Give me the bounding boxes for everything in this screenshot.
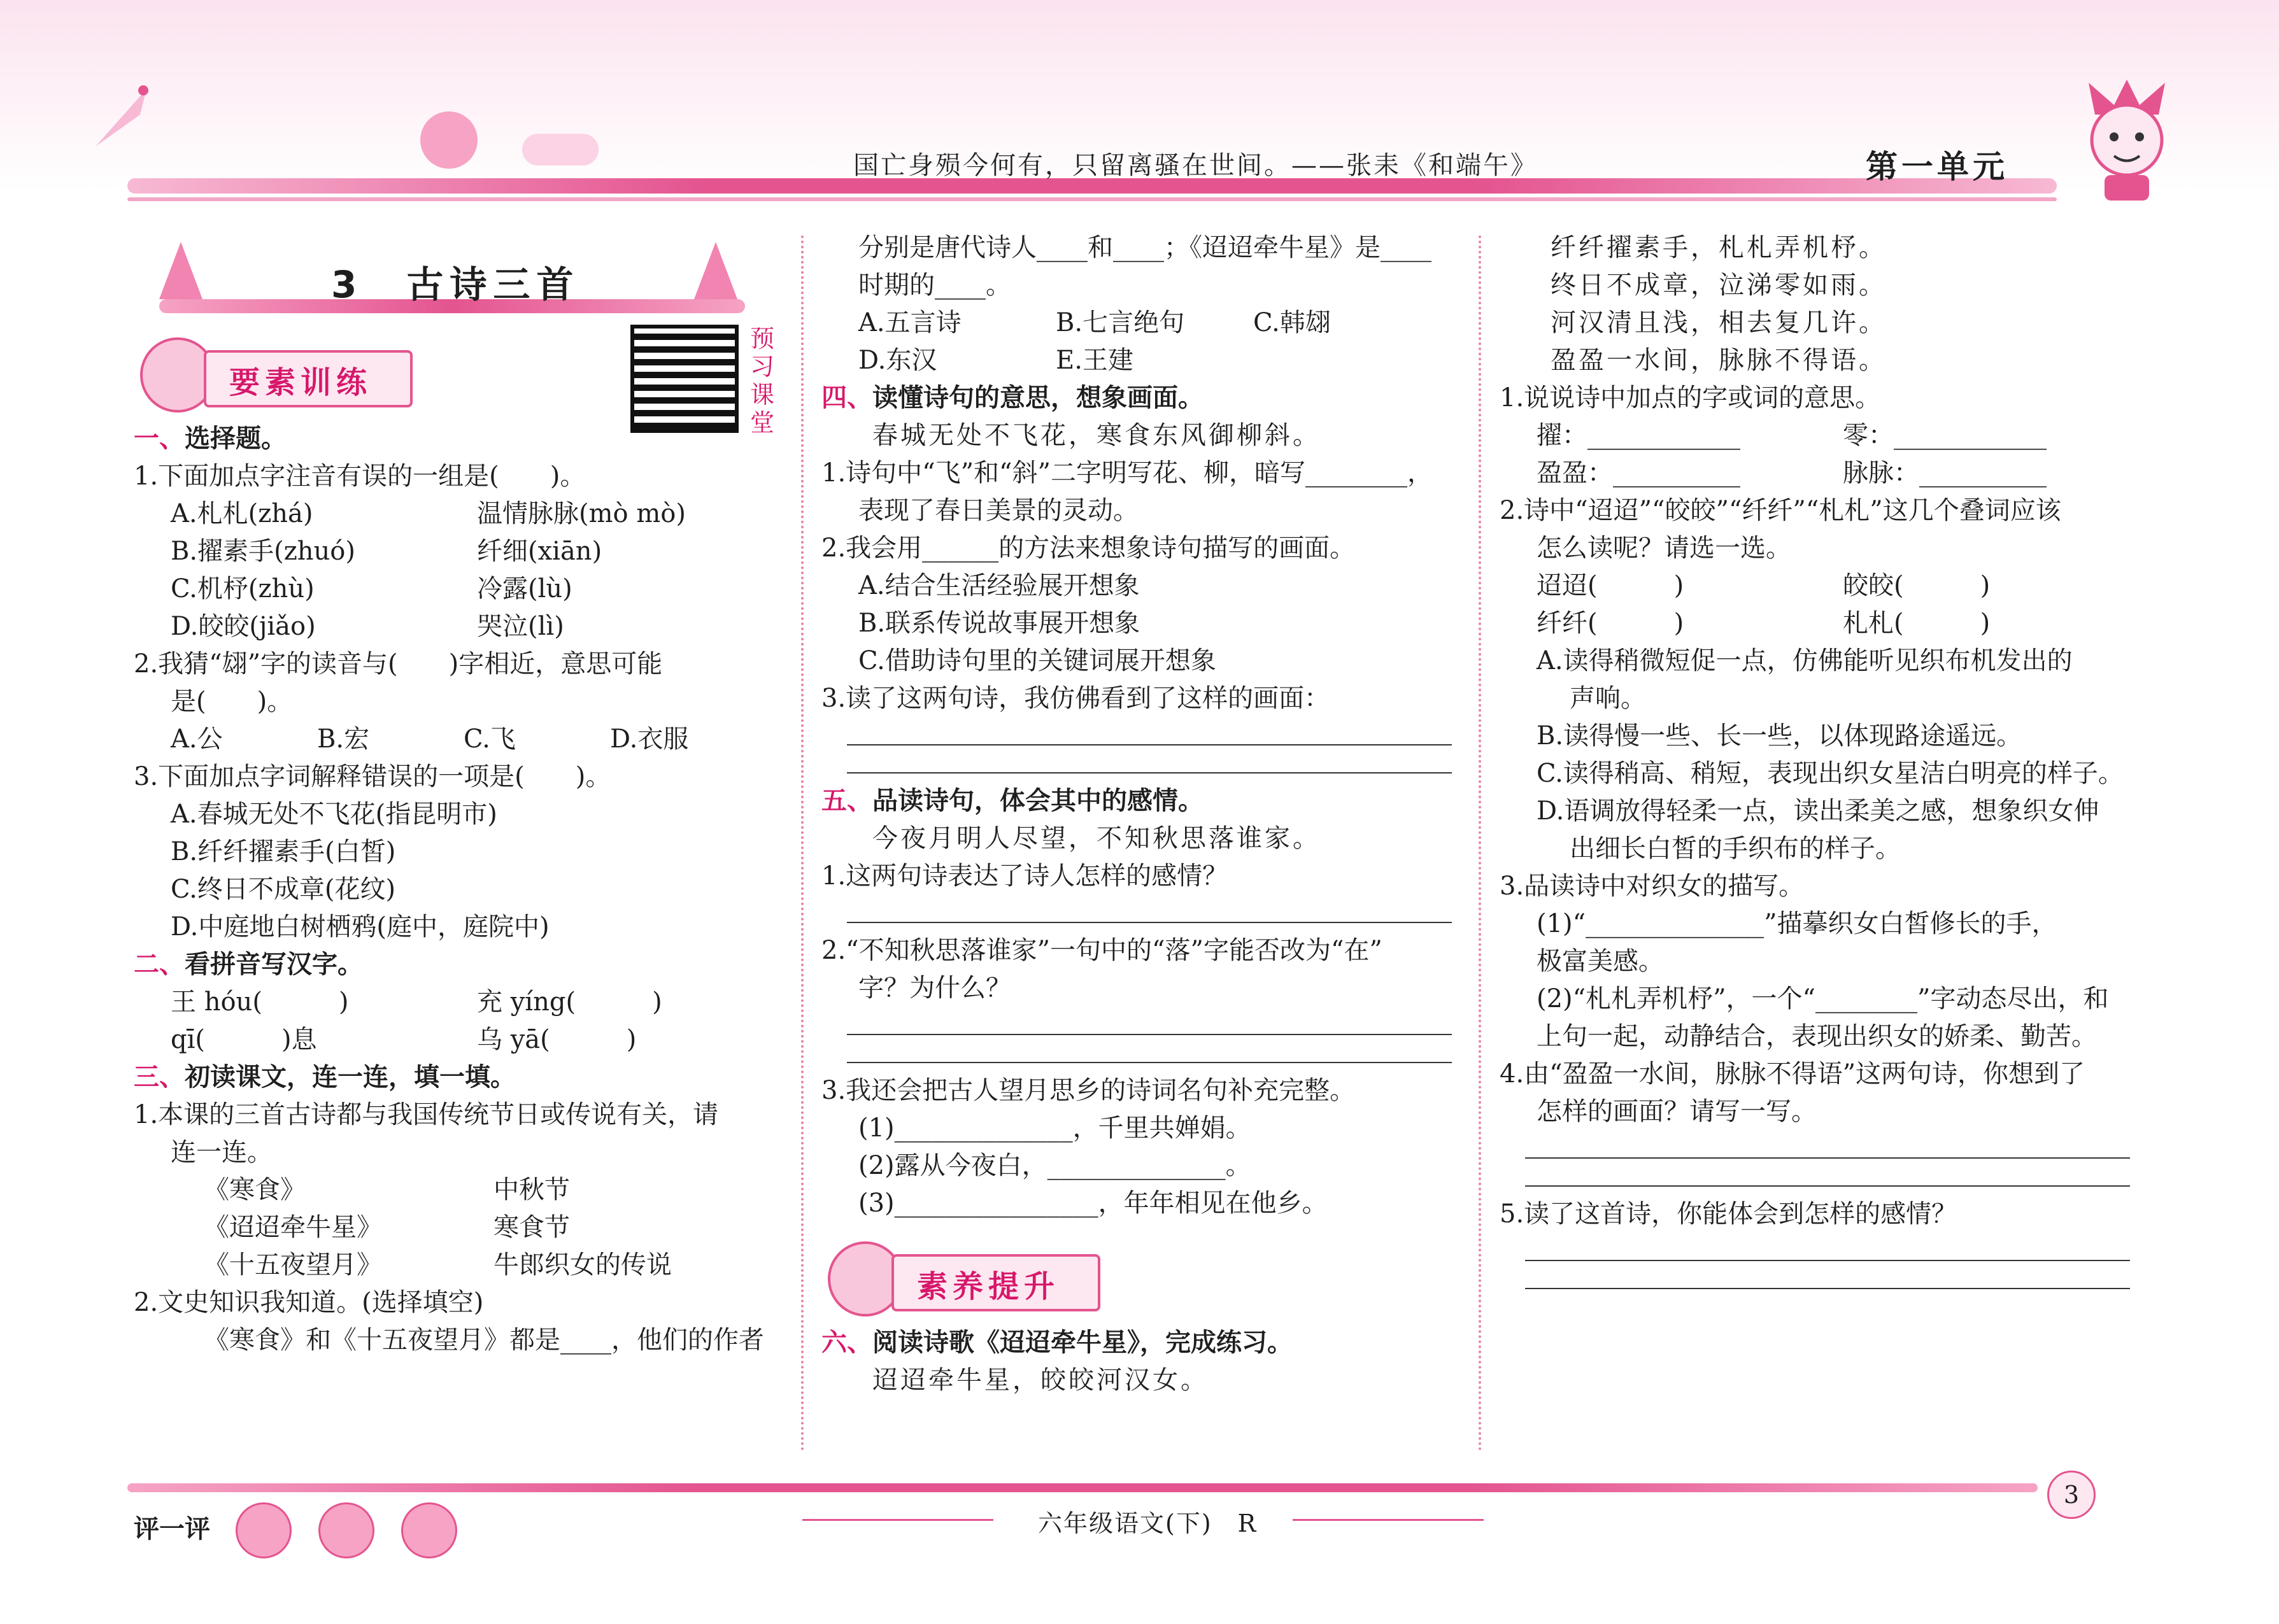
option-cell: 温情脉脉(mò mò) [477, 499, 686, 528]
smile-face-icon[interactable] [401, 1502, 457, 1558]
section-heading: 二、看拼音写汉字。 [134, 950, 363, 979]
question-line: A.春城无处不飞花(指昆明市) [171, 800, 497, 829]
cloud-decoration [522, 134, 599, 166]
question-line: B.读得慢一些、长一些，以体现路途遥远。 [1537, 721, 2022, 751]
question-line: 5.读了这首诗，你能体会到怎样的感情？ [1500, 1199, 1957, 1229]
option-cell: 迢迢( ) [1537, 571, 1684, 600]
question-line: B.联系传说故事展开想象 [858, 609, 1140, 638]
question-line: 字？为什么？ [858, 973, 1011, 1003]
spacer [821, 1063, 1471, 1072]
option-cell: 牛郎织女的传说 [493, 1250, 672, 1280]
answer-line[interactable] [1525, 1157, 2130, 1159]
option-row [1500, 605, 2149, 642]
option-cell: E.王建 [1056, 346, 1133, 375]
poem-line: 河汉清且浅，相去复几许。 [1551, 308, 1887, 337]
rate-label: 评一评 [134, 1515, 210, 1544]
option-cell: D.皎皎(jiǎo) [171, 612, 316, 641]
question-line: 2.我猜“翃”字的读音与( )字相近，意思可能 [134, 649, 663, 679]
option-row [134, 495, 783, 533]
answer-line[interactable] [1525, 1260, 2130, 1261]
question-line: 2.诗中“迢迢”“皎皎”“纤纤”“札札”这几个叠词应该 [1500, 496, 2061, 525]
option-cell: 《十五夜望月》 [204, 1250, 382, 1280]
section-number: 三、 [134, 1063, 185, 1092]
option-row [1500, 455, 2149, 492]
question-line: C.读得稍高、稍短，表现出织女星洁白明亮的样子。 [1537, 759, 2124, 788]
question-line: (2)“札札弄机杼”，一个“________”字动态尽出，和 [1537, 984, 2109, 1013]
option-row [134, 533, 783, 570]
option-row [134, 608, 783, 646]
option-cell: 札札( ) [1843, 609, 1991, 638]
option-row [821, 342, 1471, 379]
footer-line-left [802, 1519, 993, 1521]
column-1 [134, 229, 783, 1359]
section-number: 二、 [134, 950, 185, 979]
option-cell: A.札札(zhá) [171, 499, 313, 528]
question-line: 怎么读呢？请选一选。 [1537, 533, 1791, 563]
qr-code-icon[interactable] [630, 325, 739, 433]
improve-label: 素养提升 [917, 1269, 1060, 1304]
lesson-number: 3 [331, 263, 364, 306]
option-cell: 脉脉：__________ [1843, 458, 2047, 488]
section-heading: 六、阅读诗歌《迢迢牵牛星》，完成练习。 [821, 1328, 1293, 1357]
option-cell: qī( )息 [171, 1025, 317, 1054]
spacer [821, 923, 1471, 932]
spacer [1500, 1289, 2149, 1298]
question-line: (2)露从今夜白，______________。 [858, 1151, 1251, 1180]
option-cell: B.擢素手(zhuó) [171, 537, 355, 566]
essentials-label: 要素训练 [229, 365, 373, 400]
option-row [134, 1021, 783, 1059]
option-cell: 王 hóu( ) [171, 987, 349, 1017]
question-line: 上句一起，动静结合，表现出织女的娇柔、勤苦。 [1537, 1022, 2097, 1051]
question-line: 1.说说诗中加点的字或词的意思。 [1500, 383, 1881, 413]
option-row [134, 1171, 783, 1209]
question-line: A.读得稍微短促一点，仿佛能听见织布机发出的 [1537, 646, 2073, 675]
poem-line: 纤纤擢素手，札札弄机杼。 [1551, 233, 1887, 262]
unit-title: 第一单元 [1866, 148, 2008, 185]
question-line: 4.由“盈盈一水间，脉脉不得语”这两句诗，你想到了 [1500, 1059, 2085, 1089]
question-line: (3)________________，年年相见在他乡。 [858, 1189, 1328, 1218]
option-cell: D.衣服 [610, 724, 689, 754]
option-row [821, 304, 1471, 342]
option-cell: 冷露(lù) [477, 574, 572, 604]
answer-line[interactable] [847, 1034, 1452, 1035]
option-cell: C.机杼(zhù) [171, 574, 315, 604]
column-2-content [821, 229, 1471, 1222]
option-cell: 寒食节 [493, 1213, 570, 1242]
section-heading: 四、读懂诗句的意思，想象画面。 [821, 383, 1203, 413]
question-line: 3.品读诗中对织女的描写。 [1500, 872, 1805, 901]
question-line: 1.这两句诗表达了诗人怎样的感情？ [821, 861, 1228, 891]
column-3 [1500, 229, 2149, 1298]
option-row [1500, 567, 2149, 605]
option-row [134, 570, 783, 608]
footer-bar [127, 1483, 2038, 1492]
tree-icon [694, 242, 737, 299]
question-line: 2.“不知秋思落谁家”一句中的“落”字能否改为“在” [821, 936, 1382, 965]
option-cell: 乌 yā( ) [477, 1025, 637, 1054]
option-cell: B.七言绝句 [1056, 308, 1185, 337]
question-line: (1)“______________”描摹织女白皙修长的手， [1537, 909, 2057, 938]
option-cell: C.韩翃 [1253, 308, 1331, 337]
question-line: 怎样的画面？请写一写。 [1537, 1097, 1817, 1126]
option-cell: 哭泣(lì) [477, 612, 564, 641]
moon-face-icon[interactable] [236, 1502, 292, 1558]
half-face-icon[interactable] [318, 1502, 374, 1558]
section-number: 六、 [821, 1328, 872, 1357]
qr-label: 预习课堂 [750, 325, 775, 437]
question-line: 1.本课的三首古诗都与我国传统节日或传说有关，请 [134, 1100, 719, 1129]
question-line: D.语调放得轻柔一点，读出柔美之感，想象织女伸 [1537, 796, 2099, 826]
lesson-name: 古诗三首 [406, 263, 580, 306]
grade-label: 六年级语文(下) R [1038, 1509, 1258, 1537]
section-heading: 一、选择题。 [134, 424, 287, 453]
question-line: 连一连。 [171, 1138, 273, 1167]
column-divider-2 [1479, 236, 1481, 1451]
question-line: 《寒食》和《十五夜望月》都是____，他们的作者 [204, 1325, 764, 1355]
question-line: 1.下面加点字注音有误的一组是( )。 [134, 462, 586, 491]
question-line: 分别是唐代诗人____和____；《迢迢牵牛星》是____ [858, 233, 1431, 262]
question-line: 出细长白皙的手织布的样子。 [1570, 834, 1901, 863]
option-cell: 充 yíng( ) [477, 987, 662, 1017]
column-3-content [1500, 229, 2149, 1298]
footer-line-right [1293, 1519, 1484, 1521]
mascot-corner [2070, 76, 2184, 204]
question-line: D.中庭地白树栖鸦(庭中，庭院中) [171, 912, 550, 942]
option-cell: 中秋节 [493, 1175, 570, 1204]
poem-line: 盈盈一水间，脉脉不得语。 [1551, 346, 1887, 375]
option-cell: 纤纤( ) [1537, 609, 1684, 638]
rocket-decoration [83, 76, 159, 153]
header-quote: 国亡身殒今何有，只留离骚在世间。——张耒《和端午》 [853, 151, 1538, 180]
option-cell: 盈盈：__________ [1537, 458, 1740, 488]
option-row [134, 1209, 783, 1246]
option-row [134, 984, 783, 1021]
question-line: 时期的____。 [858, 271, 1011, 300]
option-cell: C.飞 [464, 724, 516, 754]
question-line: 极富美感。 [1537, 947, 1664, 976]
question-line: 3.下面加点字词解释错误的一项是( )。 [134, 762, 611, 791]
spacer [821, 773, 1471, 782]
section-heading: 三、初读课文，连一连，填一填。 [134, 1063, 516, 1092]
spacer [1500, 1187, 2149, 1196]
question-line: B.纤纤擢素手(白皙) [171, 837, 396, 866]
option-cell: A.五言诗 [858, 308, 962, 337]
question-line: (1)______________，千里共婵娟。 [858, 1113, 1251, 1143]
option-cell: A.公 [171, 724, 223, 754]
column-divider-1 [801, 236, 804, 1451]
poem-line: 迢迢牵牛星，皎皎河汉女。 [872, 1366, 1209, 1395]
option-cell: 擢：____________ [1537, 421, 1740, 450]
tree-icon [159, 242, 202, 299]
question-line: C.借助诗句里的关键词展开想象 [858, 646, 1216, 675]
question-line: 声响。 [1570, 684, 1646, 713]
option-cell: 《寒食》 [204, 1175, 306, 1204]
question-line: 2.文史知识我知道。(选择填空) [134, 1288, 484, 1317]
section-number: 四、 [821, 383, 872, 413]
option-row [134, 721, 783, 758]
lesson-title [331, 255, 579, 308]
essentials-banner [134, 325, 783, 437]
question-line: 3.读了这两句诗，我仿佛看到了这样的画面： [821, 684, 1330, 713]
section-number: 五、 [821, 786, 872, 816]
option-cell: 《迢迢牵牛星》 [204, 1213, 382, 1242]
option-cell: 零：____________ [1843, 421, 2047, 450]
question-line: 1.诗句中“飞”和“斜”二字明写花、柳，暗写________， [821, 458, 1433, 488]
column-2-tail [821, 1324, 1471, 1399]
column-2 [821, 229, 1471, 1399]
improve-banner [821, 1229, 1471, 1324]
option-cell: D.东汉 [858, 346, 937, 375]
column-1-content [134, 420, 783, 1359]
option-cell: 皎皎( ) [1843, 571, 1991, 600]
poem-line: 终日不成章，泣涕零如雨。 [1551, 271, 1887, 300]
option-cell: 纤细(xiān) [477, 537, 602, 566]
question-line: A.结合生活经验展开想象 [858, 571, 1140, 600]
question-line: 3.我还会把古人望月思乡的诗词名句补充完整。 [821, 1076, 1356, 1105]
section-number: 一、 [134, 424, 185, 453]
option-cell [1253, 342, 1451, 379]
question-line: 2.我会用______的方法来想象诗句描写的画面。 [821, 533, 1356, 563]
lesson-title-block [134, 229, 783, 325]
header-wave-thin [127, 197, 2057, 201]
question-line: C.终日不成章(花纹) [171, 875, 396, 904]
question-line: 是( )。 [171, 687, 293, 716]
poem-line: 今夜月明人尽望，不知秋思落谁家。 [872, 824, 1321, 853]
sun-decoration [420, 111, 478, 169]
page-number: 3 [2047, 1471, 2096, 1519]
option-cell: B.宏 [317, 724, 370, 754]
section-heading: 五、品读诗句，体会其中的感情。 [821, 786, 1203, 816]
option-row [134, 1246, 783, 1284]
answer-line[interactable] [847, 744, 1452, 745]
question-line: 表现了春日美景的灵动。 [858, 496, 1139, 525]
poem-line: 春城无处不飞花，寒食东风御柳斜。 [872, 421, 1321, 450]
option-row [1500, 417, 2149, 455]
